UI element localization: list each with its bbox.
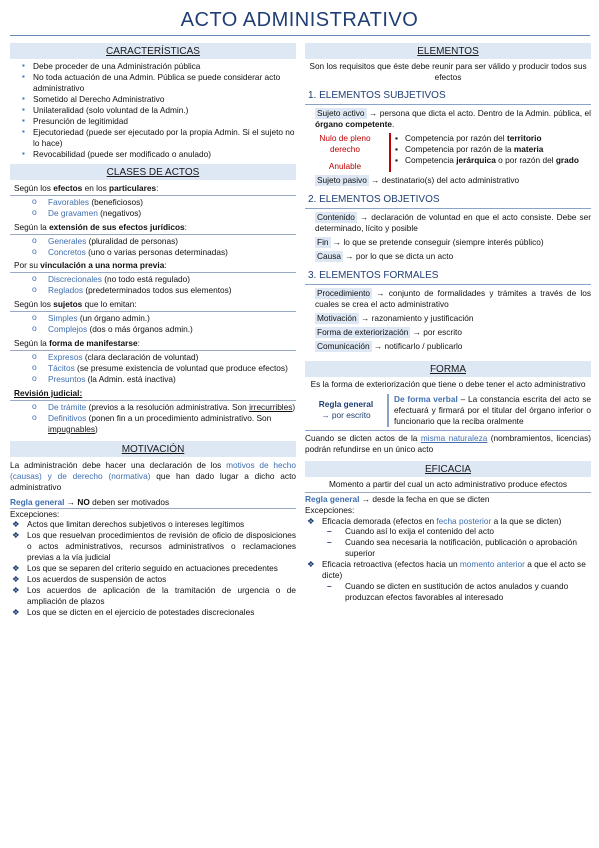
clases-forma-list [10,352,296,385]
forma-exteriorizacion: Forma de exteriorización → por escrito [317,326,462,337]
competencia-list [395,133,579,166]
list-item: ❖ Los que resuelvan procedimientos de revisión de oficio de disposiciones o actos administrativos, recursos administrativos o reclamaciones previas a la vía judicial [12,530,296,563]
subjetivos-heading: 1. ELEMENTOS SUBJETIVOS [305,87,591,105]
list-item: o Simples (un órgano admin.) [32,313,296,324]
list-item: ❖ Eficacia demorada (efectos en fecha posterior a la que se dicten) [307,516,591,527]
clases-forma-label: Según la forma de manifestarse: [10,337,296,351]
left-column [10,43,296,618]
list-item: ▪ Ejecutoriedad (puede ser ejecutado por la propia Admin. Si el sujeto no lo hace) [22,127,296,149]
list-item: ❖ Los acuerdos de suspensión de actos [12,574,296,585]
list-item: o Favorables (beneficiosos) [32,197,296,208]
forma-regla-label: Regla general [318,399,374,410]
list-item: o De gravamen (negativos) [32,208,296,219]
list-item: o Discrecionales (no todo está regulado) [32,274,296,285]
list-item: ▪ No toda actuación de una Admin. Pública se puede considerar acto administrativo [22,72,296,94]
motivacion-intro: La administración debe hacer una declaración de los motivos de hecho (causas) y de derecho (normativa) que han dado lugar a dicho acto administrativo [10,459,297,492]
list-item: ❖ Los que se separen del criterio seguido en actuaciones precedentes [12,563,296,574]
motivacion-excepciones-label: Excepciones: [10,508,60,519]
clases-efectos-label: Según los efectos en los particulares: [10,182,296,196]
objetivos-heading: 2. ELEMENTOS OBJETIVOS [305,191,591,209]
forma-verbal: De forma verbal – La constancia escrita del acto se efectuará y firmará por el titular del órgano inferior o funcionario que la reciba oralmente [388,394,591,427]
eficacia-intro: Momento a partir del cual un acto administrativo produce efectos [329,478,567,489]
list-item: o Complejos (dos o más órganos admin.) [32,324,296,335]
list-item: – Cuando sea necesaria la notificación, publicación o aprobación superior [327,537,591,559]
clases-vinculacion-list [10,274,296,296]
motivacion-regla: Regla general → NO deben ser motivados [10,496,296,509]
eficacia-retro-list [305,559,591,581]
clases-revision-list [10,402,296,435]
list-item: ▪ Competencia por razón de la materia [395,144,579,155]
elementos-intro: Son los requisitos que éste debe reunir para ser válido y producir todos sus efectos [309,61,587,83]
list-item: ▪ Revocabilidad (puede ser modificado o anulado) [22,149,296,160]
list-item: ▪ Unilateralidad (solo voluntad de la Admin.) [22,105,296,116]
caracteristicas-list [10,61,296,159]
causa: Causa → por lo que se dicta un acto [317,250,454,261]
motivacion-elemento: Motivación → razonamiento y justificación [317,312,474,323]
comunicacion: Comunicación → notificarlo / publicarlo [317,340,463,351]
sujeto-activo: Sujeto activo → persona que dicta el acto. Dentro de la Admin. pública, el órgano competente. [315,108,591,130]
list-item: ▪ Sometido al Derecho Administrativo [22,94,296,105]
contenido: Contenido → declaración de voluntad en que el acto consiste. Debe ser determinado, lícito y posible [315,212,591,233]
forma-heading: FORMA [305,361,591,377]
forma-regla-text: → por escrito [321,410,371,421]
forma-intro: Es la forma de exteriorización que tiene o debe tener el acto administrativo [310,378,586,389]
list-item: ❖ Actos que limitan derechos subjetivos o intereses legítimos [12,519,296,530]
motivacion-excepciones-list [10,519,296,617]
title-divider [10,35,590,36]
list-item: o De trámite (previos a la resolución administrativa. Son irrecurribles) [32,402,296,413]
nulo-label: Nulo de pleno derecho [319,133,371,155]
motivacion-heading: MOTIVACIÓN [10,441,296,457]
procedimiento: Procedimiento → conjunto de formalidades y trámites a través de los cuales se crea el acto administrativo [315,288,591,309]
demorada-list [305,526,591,559]
clases-vinculacion-label: Por su vinculación a una norma previa: [10,259,296,273]
clases-extension-list [10,236,296,258]
list-item: ❖ Eficacia retroactiva (efectos hacia un momento anterior a que el acto se dicte) [307,559,591,581]
list-item: ▪ Debe proceder de una Administración pública [22,61,296,72]
list-item: ▪ Competencia por razón del territorio [395,133,579,144]
eficacia-excepciones-list [305,516,591,527]
competencia-list-cell [390,133,579,172]
clases-sujetos-label: Según los sujetos que lo emitan: [10,298,296,312]
retro-list [305,581,591,603]
list-item: ▪ Competencia jerárquica o por razón del grado [395,155,579,166]
list-item: o Generales (pluralidad de personas) [32,236,296,247]
fin: Fin → lo que se pretende conseguir (siempre interés público) [317,236,544,247]
page-title: ACTO ADMINISTRATIVO [180,9,419,31]
clases-extension-label: Según la extensión de sus efectos jurídicos: [10,221,296,235]
list-item: ❖ Los acuerdos de aplicación de la tramitación de urgencia o de ampliación de plazos [12,585,296,607]
clases-revision-label: Revisión judicial: [10,387,296,401]
anulable-label: Anulable [328,161,362,171]
list-item: o Tácitos (se presume existencia de voluntad que produce efectos) [32,363,296,374]
clases-efectos-list [10,197,296,219]
eficacia-regla: Regla general → desde la fecha en que se dicten [305,492,591,505]
list-item: – Cuando así lo exija el contenido del acto [327,526,591,537]
forma-dictados: Cuando se dicten actos de la misma naturaleza (nombramientos, licencias) podrán refundirse en un único acto [305,430,591,455]
list-item: ▪ Presunción de legitimidad [22,116,296,127]
caracteristicas-heading: CARACTERÍSTICAS [10,43,296,59]
list-item: o Definitivos (ponen fin a un procedimiento administrativo. Son impugnables) [32,413,296,435]
elementos-heading: ELEMENTOS [305,43,591,59]
eficacia-excepciones-label: Excepciones: [305,504,355,515]
list-item: o Presuntos (la Admin. está inactiva) [32,374,296,385]
competencia-table [305,133,579,172]
sujeto-pasivo: Sujeto pasivo → destinatario(s) del acto administrativo [317,174,520,185]
forma-table [305,394,591,427]
list-item: o Concretos (uno o varias personas determinadas) [32,247,296,258]
forma-regla [305,394,388,427]
eficacia-heading: EFICACIA [305,461,591,477]
clases-heading: CLASES DE ACTOS [10,164,296,180]
list-item: o Expresos (clara declaración de voluntad) [32,352,296,363]
clases-sujetos-list [10,313,296,335]
nulidad-labels [305,133,390,172]
formales-heading: 3. ELEMENTOS FORMALES [305,267,591,285]
list-item: o Reglados (predeterminados todos sus elementos) [32,285,296,296]
list-item: – Cuando se dicten en sustitución de actos anulados y cuando produzcan efectos favorables al interesado [327,581,591,603]
list-item: ❖ Los que se dicten en el ejercicio de potestades discrecionales [12,607,296,618]
right-column [305,43,591,603]
